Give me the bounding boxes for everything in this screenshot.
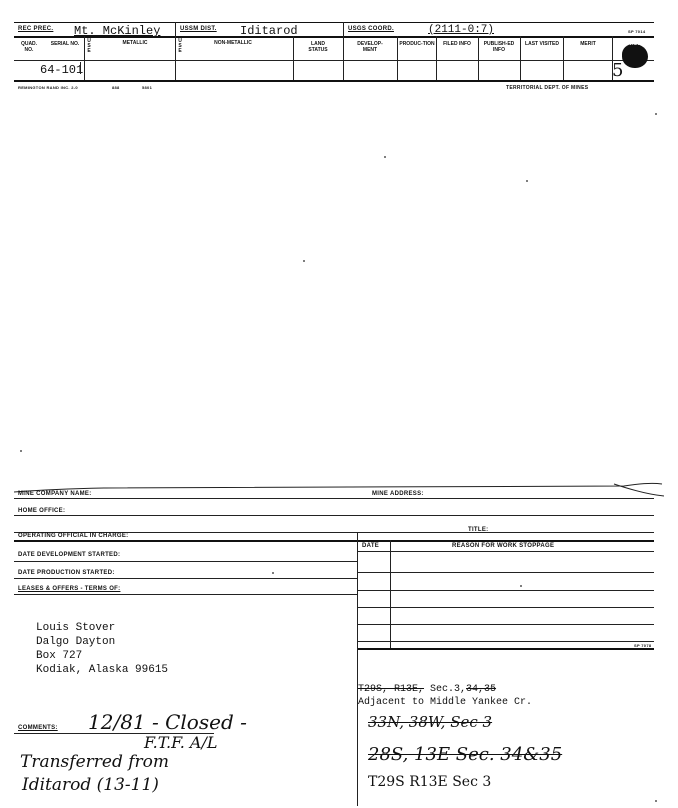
mine-company-label: MINE COMPANY NAME:	[18, 491, 92, 497]
hand-legal-3: T29S R13E Sec 3	[368, 774, 492, 790]
dept-imprint: TERRITORIAL DEPT. OF MINES	[506, 85, 589, 91]
col-land-status: LAND STATUS	[308, 41, 328, 53]
printer-imprint: REMINGTON RAND INC. 2-0	[18, 85, 78, 90]
col-filed-info: FILED INFO	[443, 41, 471, 47]
date-column-label: DATE	[362, 543, 380, 549]
ink-blot	[622, 44, 648, 68]
col-merit: MERIT	[580, 41, 596, 47]
leases-offers-label: LEASES & OFFERS - TERMS OF:	[18, 586, 121, 592]
form-number-lower: SP 7078	[634, 643, 652, 648]
rec-prec-label: REC PREC.	[18, 26, 54, 32]
col-use-left: U S E	[87, 38, 91, 54]
col-quad-no: QUAD. NO.	[20, 41, 38, 53]
date-development-label: DATE DEVELOPMENT STARTED:	[18, 552, 121, 558]
col-last-visited: LAST VISITED	[525, 41, 559, 47]
typed-legal-struck: T29S, R13E,	[358, 684, 425, 695]
rec-prec-value: Mt. McKinley	[74, 24, 161, 38]
merit-number: 5	[612, 60, 624, 81]
col-use-right: U S E	[178, 38, 182, 54]
home-office-label: HOME OFFICE:	[18, 508, 66, 514]
col-non-metallic: NON-METALLIC	[214, 40, 252, 46]
quad-serial-value: 64-101	[40, 63, 84, 77]
usgs-coord-value: (2111-0:7)	[428, 24, 495, 36]
owner-line-3: Box 727	[36, 650, 83, 662]
printer-code-2: 5801	[142, 85, 153, 90]
comments-label: COMMENTS:	[18, 725, 58, 731]
typed-adjacent-note: Adjacent to Middle Yankee Cr.	[358, 697, 533, 708]
torn-edge-line	[14, 474, 664, 498]
operating-official-label: OPERATING OFFICIAL IN CHARGE:	[18, 533, 129, 539]
comment-line-3: Transferred from	[20, 752, 169, 772]
ussm-dist-value: Iditarod	[240, 24, 298, 38]
comment-line-4: Iditarod (13-11)	[22, 775, 159, 795]
typed-legal-struck-2: 34,35	[466, 684, 497, 695]
col-serial-no: SERIAL NO.	[50, 41, 80, 47]
col-metallic: METALLIC	[122, 40, 148, 46]
title-label: TITLE:	[468, 527, 489, 533]
mine-address-label: MINE ADDRESS:	[372, 491, 424, 497]
owner-line-2: Dalgo Dayton	[36, 636, 116, 648]
form-number-top: SP 7014	[628, 29, 646, 34]
col-published-info: PUBLISH-ED INFO	[483, 41, 515, 53]
hand-legal-2: 28S, 13E Sec. 34&35	[368, 744, 563, 765]
printer-code-1: 888	[112, 85, 120, 90]
comment-line-2: F.T.F. A/L	[144, 733, 218, 752]
comment-line-1: 12/81 - Closed -	[88, 710, 247, 734]
owner-line-4: Kodiak, Alaska 99615	[36, 664, 169, 676]
col-active: ACTIVE	[629, 41, 649, 47]
owner-line-1: Louis Stover	[36, 622, 116, 634]
usgs-coord-label: USGS COORD.	[348, 26, 394, 32]
reason-column-label: REASON FOR WORK STOPPAGE	[452, 543, 555, 549]
date-production-label: DATE PRODUCTION STARTED:	[18, 570, 115, 576]
col-development: DEVELOP-MENT	[357, 41, 383, 53]
hand-legal-1: 33N, 38W, Sec 3	[368, 713, 493, 731]
col-production: PRODUC-TION	[399, 41, 435, 47]
typed-legal-section: Sec.3,	[424, 684, 467, 695]
ussm-dist-label: USSM DIST.	[180, 26, 217, 32]
